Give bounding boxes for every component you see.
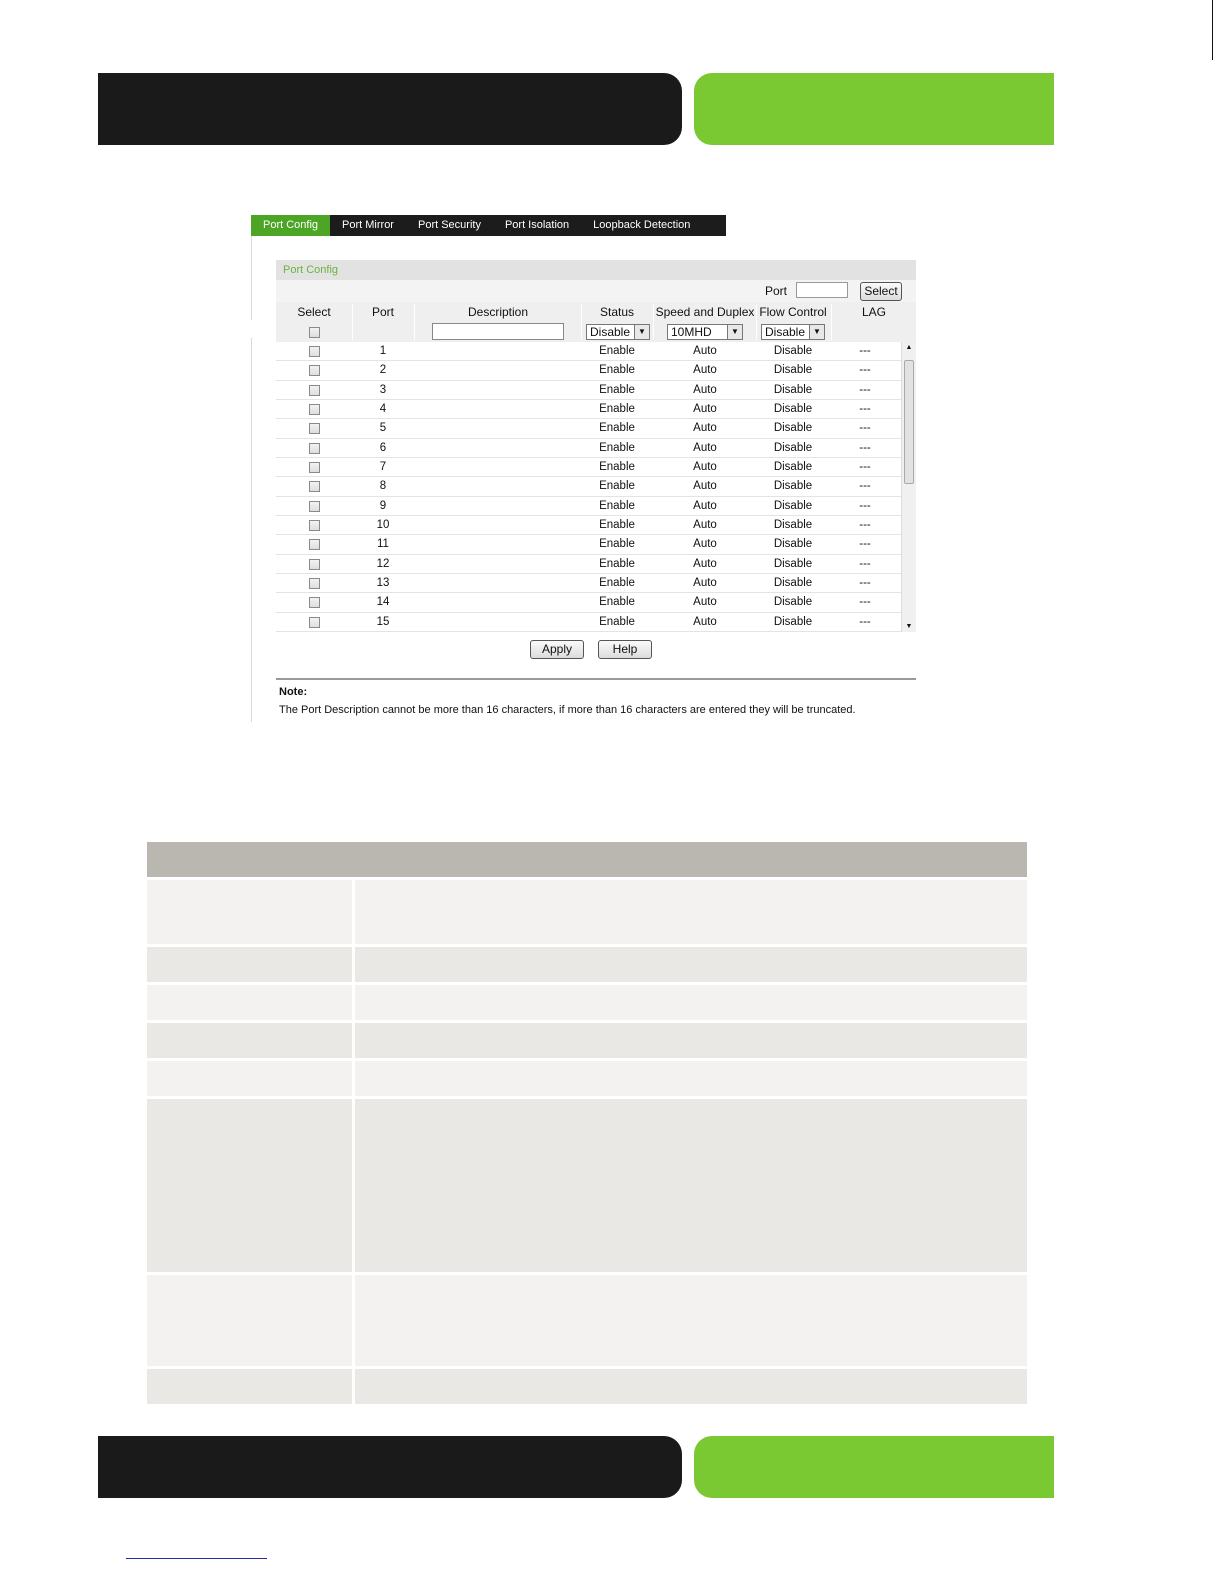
status-select-value: Disable <box>590 325 631 339</box>
description-table-header <box>147 842 1027 877</box>
table-row <box>147 944 1027 982</box>
cell-flow: Disable <box>773 596 813 609</box>
cell-flow: Disable <box>773 441 813 454</box>
cell-status: Enable <box>599 461 635 474</box>
cell-lag: --- <box>859 364 871 377</box>
port-table-body <box>276 342 901 632</box>
row-select-checkbox[interactable] <box>309 539 320 550</box>
col-flow-control: Flow Control <box>759 305 827 319</box>
cell-port: 8 <box>379 480 387 493</box>
cell-port: 12 <box>376 557 390 570</box>
cell-speed: Auto <box>693 499 717 512</box>
cell-speed: Auto <box>693 345 717 357</box>
tab-loopback-detection[interactable]: Loopback Detection <box>593 219 691 231</box>
note-title: Note: <box>279 686 308 698</box>
page-edge-line <box>1212 0 1213 60</box>
cell-lag: --- <box>859 480 871 493</box>
table-row <box>276 555 901 574</box>
cell-status: Enable <box>599 499 635 512</box>
cell-port: 14 <box>376 596 390 609</box>
column-divider <box>756 304 757 340</box>
row-select-checkbox[interactable] <box>309 423 320 434</box>
col-port: Port <box>371 305 394 319</box>
table-row <box>276 516 901 535</box>
col-status: Status <box>599 305 635 319</box>
column-divider <box>414 304 415 340</box>
screenshot-border <box>251 236 252 320</box>
panel-title: Port Config <box>276 260 916 280</box>
table-row <box>276 613 901 632</box>
cell-flow: Disable <box>773 422 813 435</box>
speed-duplex-select[interactable] <box>667 324 743 340</box>
tab-port-mirror[interactable]: Port Mirror <box>342 219 394 231</box>
cell-flow: Disable <box>773 345 813 357</box>
scroll-thumb[interactable] <box>904 360 914 484</box>
row-select-checkbox[interactable] <box>309 520 320 531</box>
tab-port-config[interactable]: Port Config <box>251 215 330 236</box>
cell-flow: Disable <box>773 480 813 493</box>
chevron-down-icon[interactable]: ▼ <box>634 325 649 339</box>
cell-speed: Auto <box>693 403 717 416</box>
footer-link-underline <box>126 1558 267 1559</box>
cell-status: Enable <box>599 557 635 570</box>
cell-speed: Auto <box>693 441 717 454</box>
cell-flow: Disable <box>773 615 813 628</box>
cell-lag: --- <box>859 383 871 396</box>
cell-speed: Auto <box>693 596 717 609</box>
col-description: Description <box>467 305 529 319</box>
table-scrollbar[interactable] <box>901 342 916 632</box>
row-select-checkbox[interactable] <box>309 443 320 454</box>
tab-port-isolation[interactable]: Port Isolation <box>504 219 570 231</box>
cell-status: Enable <box>599 403 635 416</box>
help-button[interactable]: Help <box>598 640 652 659</box>
cell-flow: Disable <box>773 461 813 474</box>
cell-status: Enable <box>599 441 635 454</box>
select-all-checkbox[interactable] <box>309 327 320 338</box>
cell-status: Enable <box>599 345 635 357</box>
cell-port: 9 <box>379 499 387 512</box>
cell-status: Enable <box>599 519 635 532</box>
cell-speed: Auto <box>693 422 717 435</box>
row-select-checkbox[interactable] <box>309 559 320 570</box>
cell-flow: Disable <box>773 557 813 570</box>
footer-banner-green <box>694 1436 1054 1498</box>
col-select: Select <box>297 305 331 319</box>
cell-port: 3 <box>379 383 387 396</box>
header-banner-green <box>694 73 1054 145</box>
table-row <box>147 1020 1027 1058</box>
cell-lag: --- <box>859 577 871 590</box>
table-row <box>276 419 901 438</box>
row-select-checkbox[interactable] <box>309 501 320 512</box>
cell-lag: --- <box>859 615 871 628</box>
cell-lag: --- <box>859 519 871 532</box>
table-row <box>276 593 901 612</box>
cell-speed: Auto <box>693 577 717 590</box>
cell-status: Enable <box>599 480 635 493</box>
table-row <box>276 342 901 361</box>
cell-port: 6 <box>379 441 387 454</box>
column-divider <box>831 304 832 340</box>
note-divider <box>276 678 916 680</box>
table-row <box>147 1058 1027 1096</box>
table-row <box>147 982 1027 1020</box>
cell-port: 10 <box>376 519 390 532</box>
row-select-checkbox[interactable] <box>309 346 320 357</box>
screenshot-border <box>251 338 252 722</box>
table-row <box>276 400 901 419</box>
description-table <box>147 842 1027 1404</box>
table-row <box>276 458 901 477</box>
cell-speed: Auto <box>693 538 717 551</box>
row-select-checkbox[interactable] <box>309 617 320 628</box>
note-text: The Port Description cannot be more than 16 characters, if more than 16 characters are entered they will be truncated. <box>279 704 856 716</box>
cell-lag: --- <box>859 557 871 570</box>
cell-port: 7 <box>379 461 387 474</box>
cell-port: 1 <box>379 345 387 357</box>
cell-flow: Disable <box>773 577 813 590</box>
description-input[interactable] <box>432 323 564 340</box>
footer-banner-dark <box>98 1436 682 1498</box>
cell-speed: Auto <box>693 364 717 377</box>
table-row <box>147 1096 1027 1272</box>
table-row <box>276 574 901 593</box>
cell-status: Enable <box>599 577 635 590</box>
cell-lag: --- <box>859 403 871 416</box>
cell-speed: Auto <box>693 480 717 493</box>
cell-speed: Auto <box>693 461 717 474</box>
col-lag: LAG <box>861 305 886 319</box>
tab-port-security[interactable]: Port Security <box>417 219 481 231</box>
column-divider <box>581 304 582 340</box>
row-select-checkbox[interactable] <box>309 481 320 492</box>
row-select-checkbox[interactable] <box>309 578 320 589</box>
cell-port: 11 <box>377 538 389 551</box>
cell-flow: Disable <box>773 364 813 377</box>
cell-speed: Auto <box>693 383 717 396</box>
cell-port: 13 <box>376 577 390 590</box>
cell-status: Enable <box>599 615 635 628</box>
cell-flow: Disable <box>773 403 813 416</box>
chevron-down-icon[interactable]: ▼ <box>727 325 742 339</box>
cell-speed: Auto <box>693 519 717 532</box>
cell-lag: --- <box>859 345 871 357</box>
row-select-checkbox[interactable] <box>309 597 320 608</box>
cell-flow: Disable <box>773 383 813 396</box>
col-speed-duplex: Speed and Duplex <box>655 305 755 319</box>
flow-select-value: Disable <box>765 325 806 339</box>
cell-status: Enable <box>599 538 635 551</box>
row-select-checkbox[interactable] <box>309 404 320 415</box>
cell-port: 15 <box>376 615 390 628</box>
cell-speed: Auto <box>693 557 717 570</box>
table-row <box>147 1272 1027 1366</box>
cell-status: Enable <box>599 383 635 396</box>
row-select-checkbox[interactable] <box>309 462 320 473</box>
cell-status: Enable <box>599 364 635 377</box>
cell-speed: Auto <box>693 615 717 628</box>
table-row <box>276 439 901 458</box>
header-banner-dark <box>98 73 682 145</box>
port-label: Port <box>765 284 788 298</box>
table-row <box>276 497 901 516</box>
cell-lag: --- <box>859 461 871 474</box>
table-row <box>147 1366 1027 1404</box>
column-divider <box>653 304 654 340</box>
tab-bar <box>251 215 726 236</box>
speed-select-value: 10MHD <box>671 325 712 339</box>
row-select-checkbox[interactable] <box>309 385 320 396</box>
cell-flow: Disable <box>773 499 813 512</box>
table-row <box>276 477 901 496</box>
cell-status: Enable <box>599 422 635 435</box>
cell-lag: --- <box>859 538 871 551</box>
cell-status: Enable <box>599 596 635 609</box>
column-divider <box>352 304 353 340</box>
cell-lag: --- <box>859 422 871 435</box>
cell-lag: --- <box>859 499 871 512</box>
table-row <box>147 877 1027 944</box>
cell-lag: --- <box>859 596 871 609</box>
port-input[interactable] <box>796 282 848 298</box>
cell-flow: Disable <box>773 538 813 551</box>
apply-button[interactable]: Apply <box>530 640 584 659</box>
table-row <box>276 381 901 400</box>
table-row <box>276 361 901 380</box>
row-select-checkbox[interactable] <box>309 365 320 376</box>
select-button[interactable]: Select <box>860 282 902 301</box>
scroll-up-icon[interactable]: ▲ <box>905 344 913 351</box>
table-row <box>276 535 901 554</box>
chevron-down-icon[interactable]: ▼ <box>809 325 824 339</box>
cell-lag: --- <box>859 441 871 454</box>
cell-port: 2 <box>379 364 387 377</box>
cell-port: 5 <box>379 422 387 435</box>
cell-flow: Disable <box>773 519 813 532</box>
status-select[interactable] <box>586 324 650 340</box>
flow-control-select[interactable] <box>761 324 825 340</box>
cell-port: 4 <box>379 403 387 416</box>
scroll-down-icon[interactable]: ▼ <box>905 623 913 630</box>
